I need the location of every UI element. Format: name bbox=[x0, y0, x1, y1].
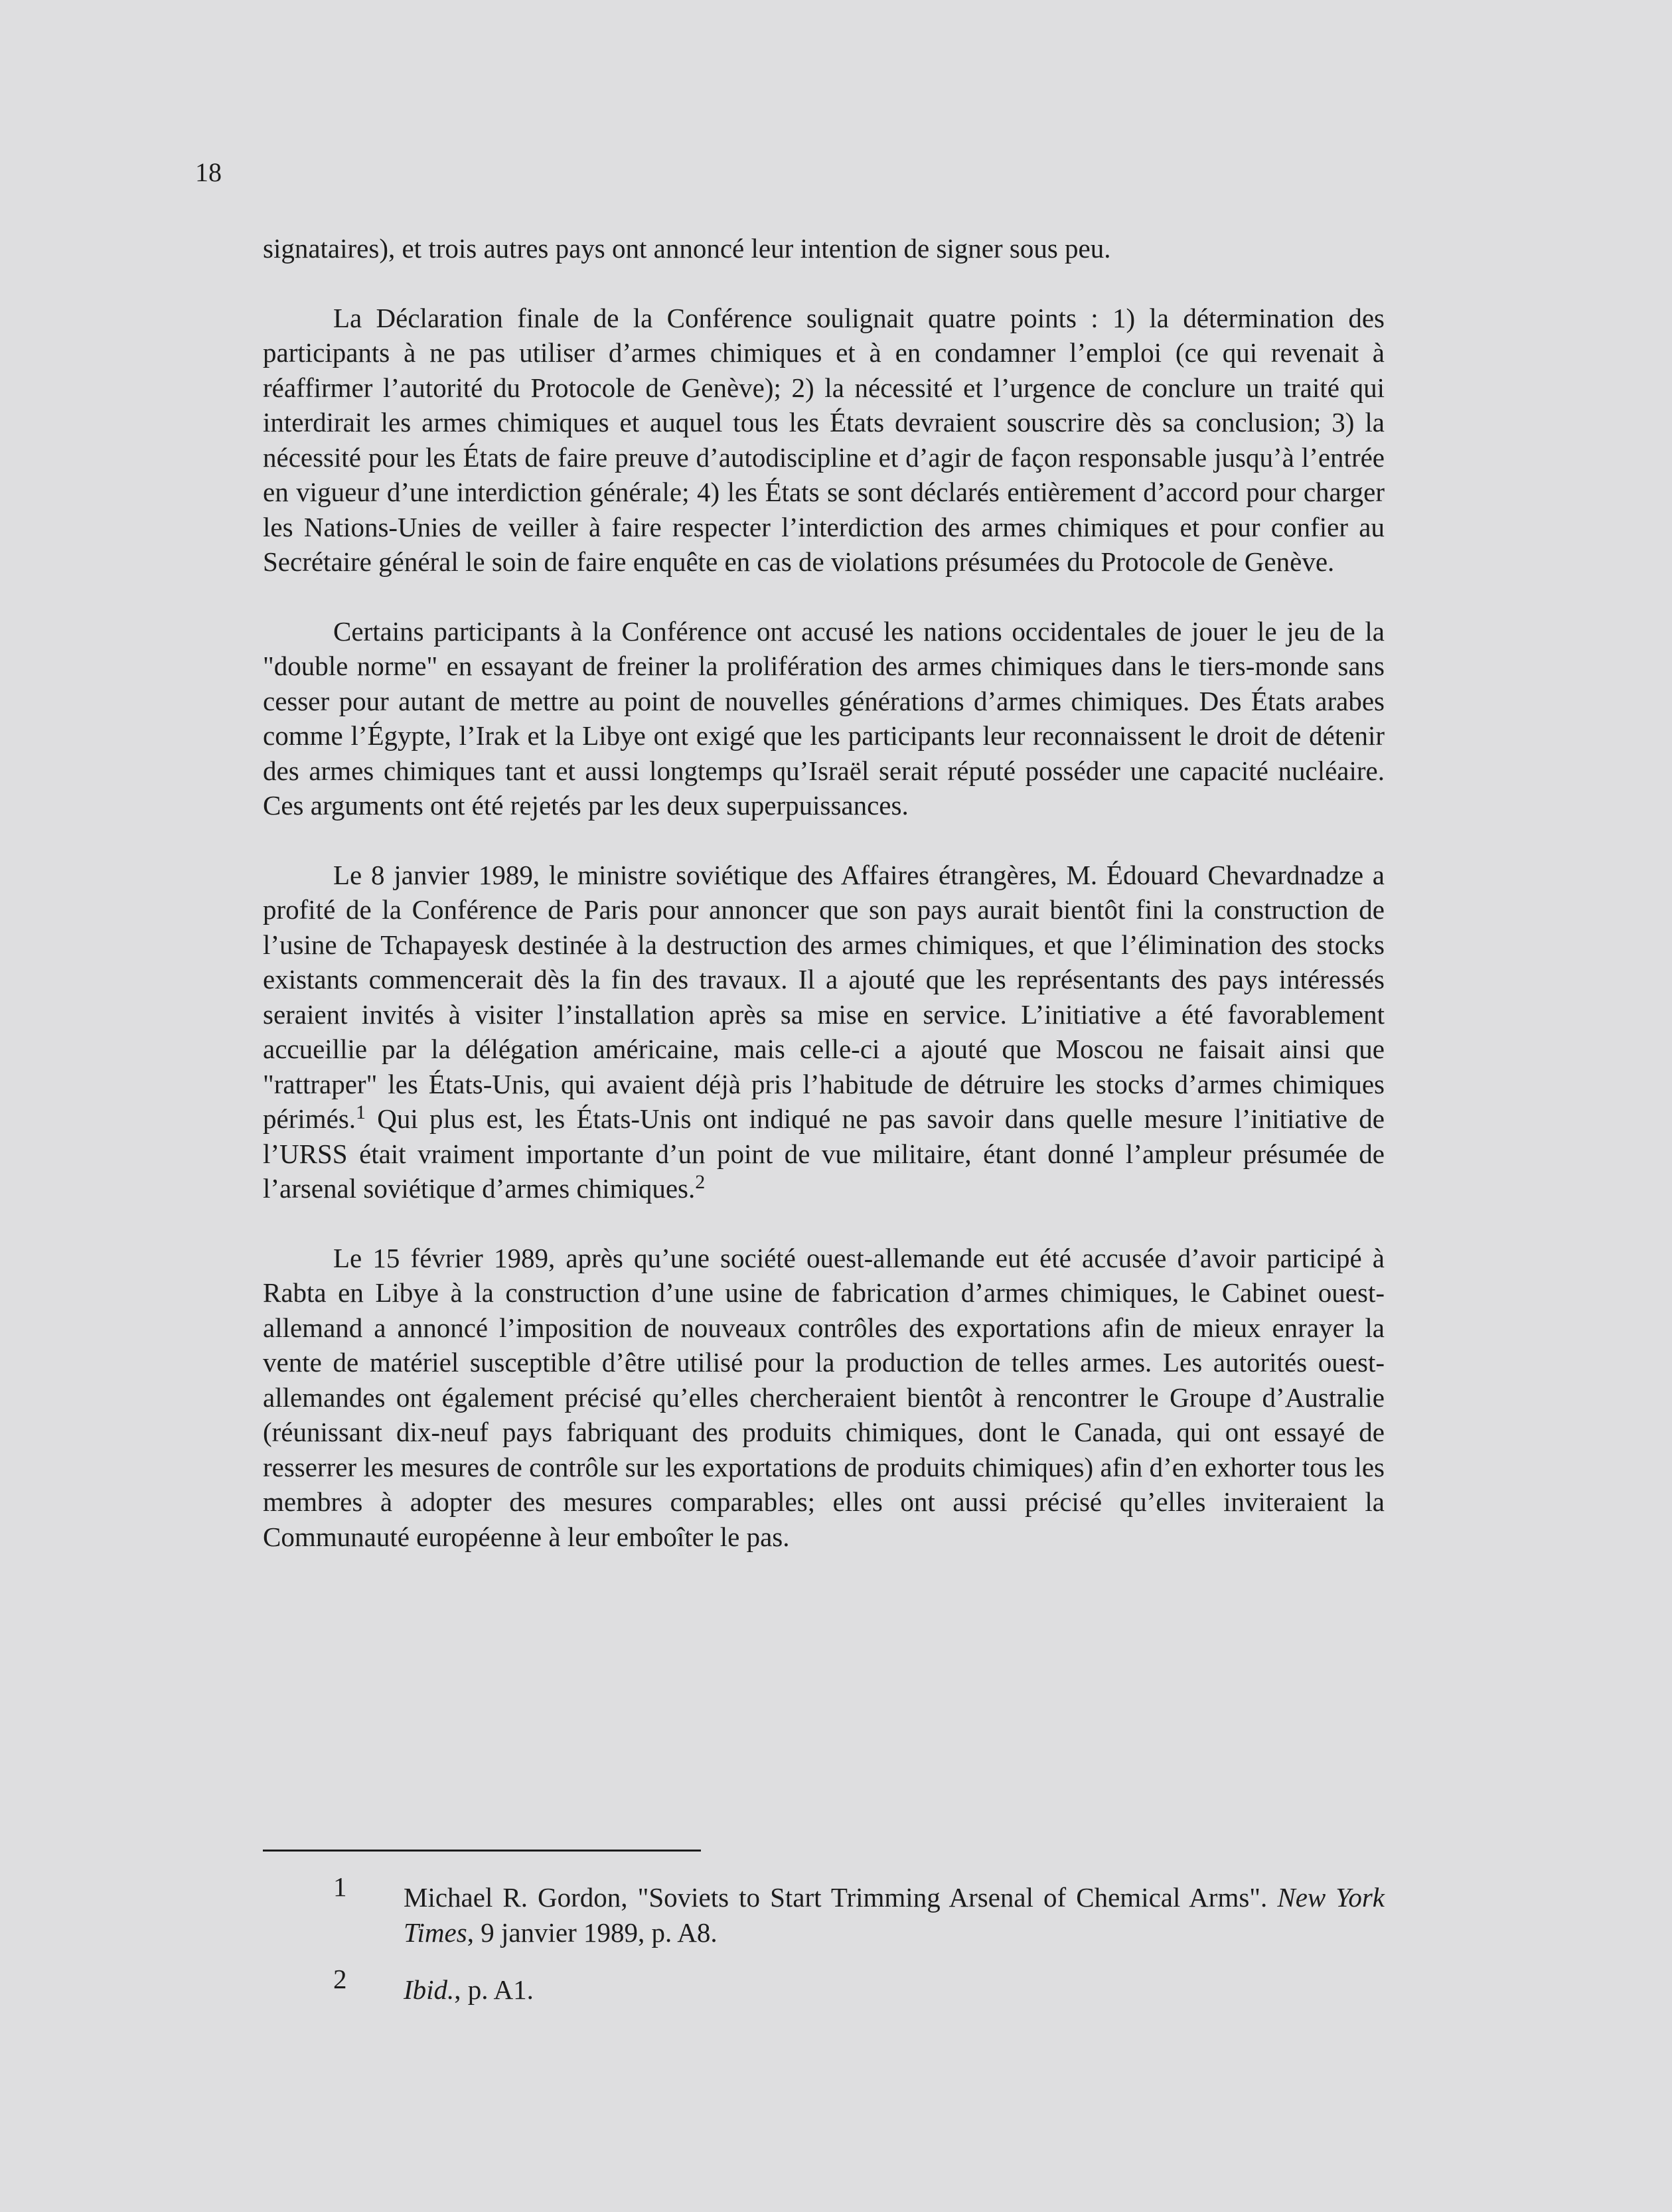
page-number: 18 bbox=[195, 157, 222, 187]
footnote bbox=[263, 1964, 1385, 2008]
paragraph-text: Qui plus est, les États-Unis ont indiqué ne pas savoir dans quelle mesure l’initiative de l’URSS était vraiment importante d’un point de vue militaire, étant donné l’ampleur présumée de l’arsenal soviétique d’armes chimiques. bbox=[263, 1103, 1385, 1204]
footnote-separator bbox=[263, 1850, 701, 1852]
paragraph-declaration: La Déclaration finale de la Conférence soulignait quatre points : 1) la détermination des participants à ne pas utiliser d’armes chimiques et à en condamner l’emploi (ce qui revenait à réaffirmer l’autorité du Protocole de Genève); 2) la nécessité et l’urgence de conclure un traité qui interdirait les armes chimiques et auquel tous les États devraient souscrire dès sa conclusion; 3) la nécessité pour les États de faire preuve d’autodiscipline et d’agir de façon responsable jusqu’à l’entrée en vigueur d’une interdiction générale; 4) les États se sont déclarés entièrement d’accord pour charger les Nations-Unies de veiller à faire respecter l’interdiction des armes chimiques et pour confier au Secrétaire général le soin de faire enquête en cas de violations présumées du Protocole de Genève. bbox=[263, 302, 1385, 577]
citation-text: , 9 janvier 1989, p. A8. bbox=[467, 1917, 718, 1948]
citation-source: Ibid. bbox=[404, 1974, 455, 2005]
footnote-number: 2 bbox=[333, 1964, 347, 1994]
footnote-reference: 2 bbox=[695, 1171, 706, 1193]
footnote bbox=[263, 1871, 1385, 1950]
footnote-text bbox=[404, 1972, 1385, 2008]
main-text bbox=[263, 231, 1385, 1589]
paragraph-continuation: signataires), et trois autres pays ont annoncé leur intention de signer sous peu. bbox=[263, 233, 1111, 264]
citation-text: , p. A1. bbox=[454, 1974, 534, 2005]
citation-source: New York Times bbox=[404, 1882, 1385, 1948]
footnote-number: 1 bbox=[333, 1871, 347, 1902]
footnotes bbox=[263, 1871, 1385, 2030]
paragraph-double-standard: Certains participants à la Conférence ont accusé les nations occidentales de jouer le jeu de la "double norme" en essayant de freiner la prolifération des armes chimiques dans le tiers-monde sans cesser pour autant de mettre au point de nouvelles générations d’armes chimiques. Des États arabes comme l’Égypte, l’Irak et la Libye ont exigé que les participants leur reconnaissent le droit de détenir des armes chimiques tant et aussi longtemps qu’Israël serait réputé posséder une capacité nucléaire. Ces arguments ont été rejetés par les deux superpuissances. bbox=[263, 615, 1385, 821]
paragraph-text: Le 8 janvier 1989, le ministre soviétique des Affaires étrangères, M. Édouard Chevardnadze a profité de la Conférence de Paris pour annoncer que son pays aurait bientôt fini la construction de l’usine de Tchapayesk destinée à la destruction des armes chimiques, et que l’élimination des stocks existants commencerait dès la fin des travaux. Il a ajouté que les représentants des pays intéressés seraient invités à visiter l’installation après sa mise en service. L’initiative a été favorablement accueillie par la délégation américaine, mais celle-ci a ajouté que Moscou ne faisait ainsi que "rattraper" les États-Unis, qui avaient déjà pris l’habitude de détruire les stocks d’armes chimiques périmés. bbox=[263, 859, 1385, 1134]
paragraph-chevardnadze bbox=[263, 858, 1385, 1206]
footnote-text bbox=[404, 1880, 1385, 1950]
paragraph-west-germany: Le 15 février 1989, après qu’une société ouest-allemande eut été accusée d’avoir participé à Rabta en Libye à la construction d’une usine de fabrication d’armes chimiques, le Cabinet ouest-allemand a annoncé l’imposition de nouveaux contrôles des exportations afin de mieux enrayer la vente de matériel susceptible d’être utilisé pour la production de telles armes. Les autorités ouest-allemandes ont également précisé qu’elles chercheraient bientôt à rencontrer le Groupe d’Australie (réunissant dix-neuf pays fabriquant des produits chimiques, dont le Canada, qui ont essayé de resserrer les mesures de contrôle sur les exportations de produits chimiques) afin d’en exhorter tous les membres à adopter des mesures comparables; elles ont aussi précisé qu’elles inviteraient la Communauté européenne à leur emboîter le pas. bbox=[263, 1242, 1385, 1552]
citation-text: Michael R. Gordon, "Soviets to Start Trimming Arsenal of Chemical Arms". bbox=[404, 1882, 1278, 1913]
footnote-reference: 1 bbox=[356, 1101, 366, 1123]
